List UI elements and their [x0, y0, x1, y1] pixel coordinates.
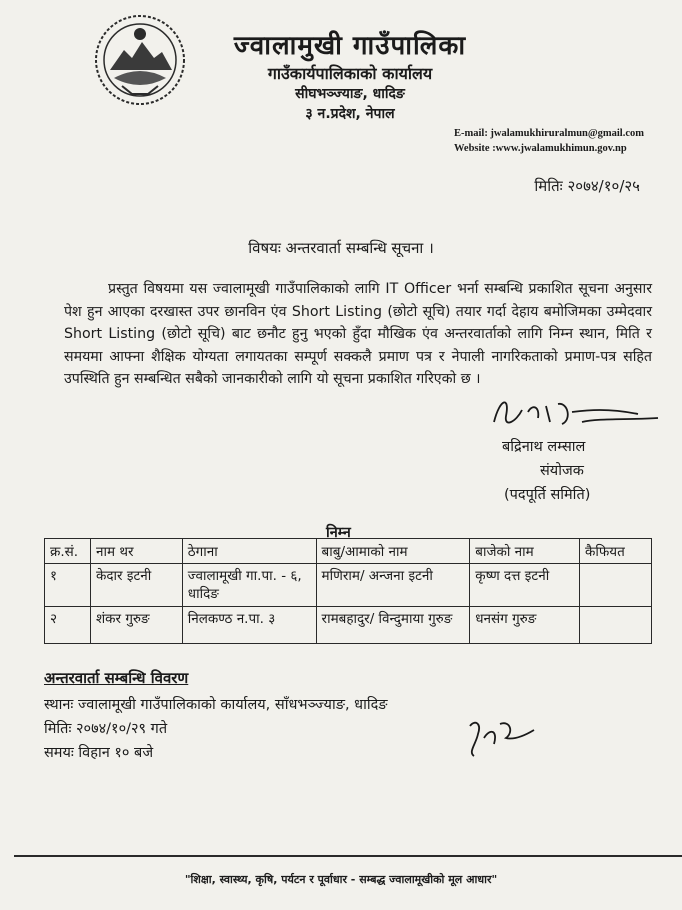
cell-serial: १: [45, 564, 91, 607]
office-address-line2: ३ न.प्रदेश, नेपाल: [305, 106, 395, 122]
candidate-table: [44, 538, 652, 644]
interview-place: स्थानः ज्वालामूखी गाउँपालिकाको कार्यालय, साँधभञ्ज्याङ, धादिङ: [44, 697, 388, 713]
interview-details-title: अन्तरवार्ता सम्बन्धि विवरण: [44, 669, 189, 687]
office-name: ज्वालामुखी गाउँपालिका: [233, 31, 467, 61]
cell-name: शंकर गुरुङ: [90, 607, 182, 644]
header-serial: क्र.सं.: [45, 539, 91, 564]
cell-name: केदार इटनी: [90, 564, 182, 607]
cell-parents: रामबहादुर/ विन्दुमाया गुरुङ: [316, 607, 470, 644]
contact-email[interactable]: E-mail: jwalamukhiruralmun@gmail.com: [453, 128, 644, 139]
cell-remarks: [580, 607, 652, 644]
cell-parents: मणिराम/ अन्जना इटनी: [316, 564, 470, 607]
signature-mark: [488, 392, 664, 440]
office-subtitle: गाउँकार्यपालिकाको कार्यालय: [267, 64, 433, 83]
nepal-government-emblem-icon: [92, 12, 188, 108]
header-remarks: कैफियत: [580, 539, 652, 564]
header-grandfather: बाजेको नाम: [470, 539, 580, 564]
footer-divider: [14, 855, 682, 857]
initials-mark: [464, 716, 538, 762]
signatory-role: संयोजक: [540, 463, 584, 479]
table-caption: निम्न: [326, 525, 351, 541]
table-row: [45, 564, 652, 607]
header-parents: बाबु/आमाको नाम: [316, 539, 470, 564]
cell-grandfather: धनसंग गुरुङ: [470, 607, 580, 644]
cell-grandfather: कृष्ण दत्त इटनी: [470, 564, 580, 607]
notice-body: [64, 278, 652, 391]
contact-website[interactable]: Website :www.jwalamukhimun.gov.np: [453, 143, 627, 154]
signatory-name: बद्रिनाथ लम्साल: [502, 439, 586, 455]
footer-motto: "शिक्षा, स्वास्थ्य, कृषि, पर्यटन र पूर्वाधार - सम्बद्ध ज्वालामूखीको मूल आधार": [184, 873, 498, 886]
notice-subject: विषयः अन्तरवार्ता सम्बन्धि सूचना ।: [248, 239, 434, 257]
header-address: ठेगाना: [182, 539, 316, 564]
notice-body-text: प्रस्तुत विषयमा यस ज्वालामूखी गाउँपालिकाको लागि IT Officer भर्ना सम्बन्धि प्रकाशित सूचना अनुसार पेश हुन आएका दरखास्त उपर छानविन एंव Short Listing (छोटो सूचि) तयार गर्दा देहाय बमोजिमका उम्मेदवार Short Listing (छोटो सूचि) बाट छनौट हुनु भएको हुँदा मौखिक एंव अन्तरवार्ताको लागि निम्न स्थान, मिति र समयमा आफ्ना शैक्षिक योग्यता लगायतका सम्पूर्ण सक्कलै प्रमाण पत्र र नेपाली नागरिकताको प्रमाण-पत्र सहित उपस्थिति हुन सम्बन्धित सबैको जानकारीको लागि यो सूचना प्रकाशित गरिएको छ ।: [64, 281, 652, 387]
table-row: [45, 607, 652, 644]
contact-block: [454, 126, 644, 156]
cell-address: ज्वालामूखी गा.पा. - ६, धादिङ: [182, 564, 316, 607]
table-header-row: [45, 539, 652, 564]
signatory-committee: (पदपूर्ति समिति): [504, 487, 591, 503]
interview-time: समयः विहान १० बजे: [44, 745, 154, 761]
interview-date: मितिः २०७४/१०/२९ गते: [44, 721, 168, 737]
cell-serial: २: [45, 607, 91, 644]
header-name: नाम थर: [90, 539, 182, 564]
cell-remarks: [580, 564, 652, 607]
office-address-line1: सीघभञ्ज्याङ, धादिङ: [295, 86, 405, 102]
cell-address: निलकण्ठ न.पा. ३: [182, 607, 316, 644]
notice-date: मितिः २०७४/१०/२५: [534, 177, 640, 195]
